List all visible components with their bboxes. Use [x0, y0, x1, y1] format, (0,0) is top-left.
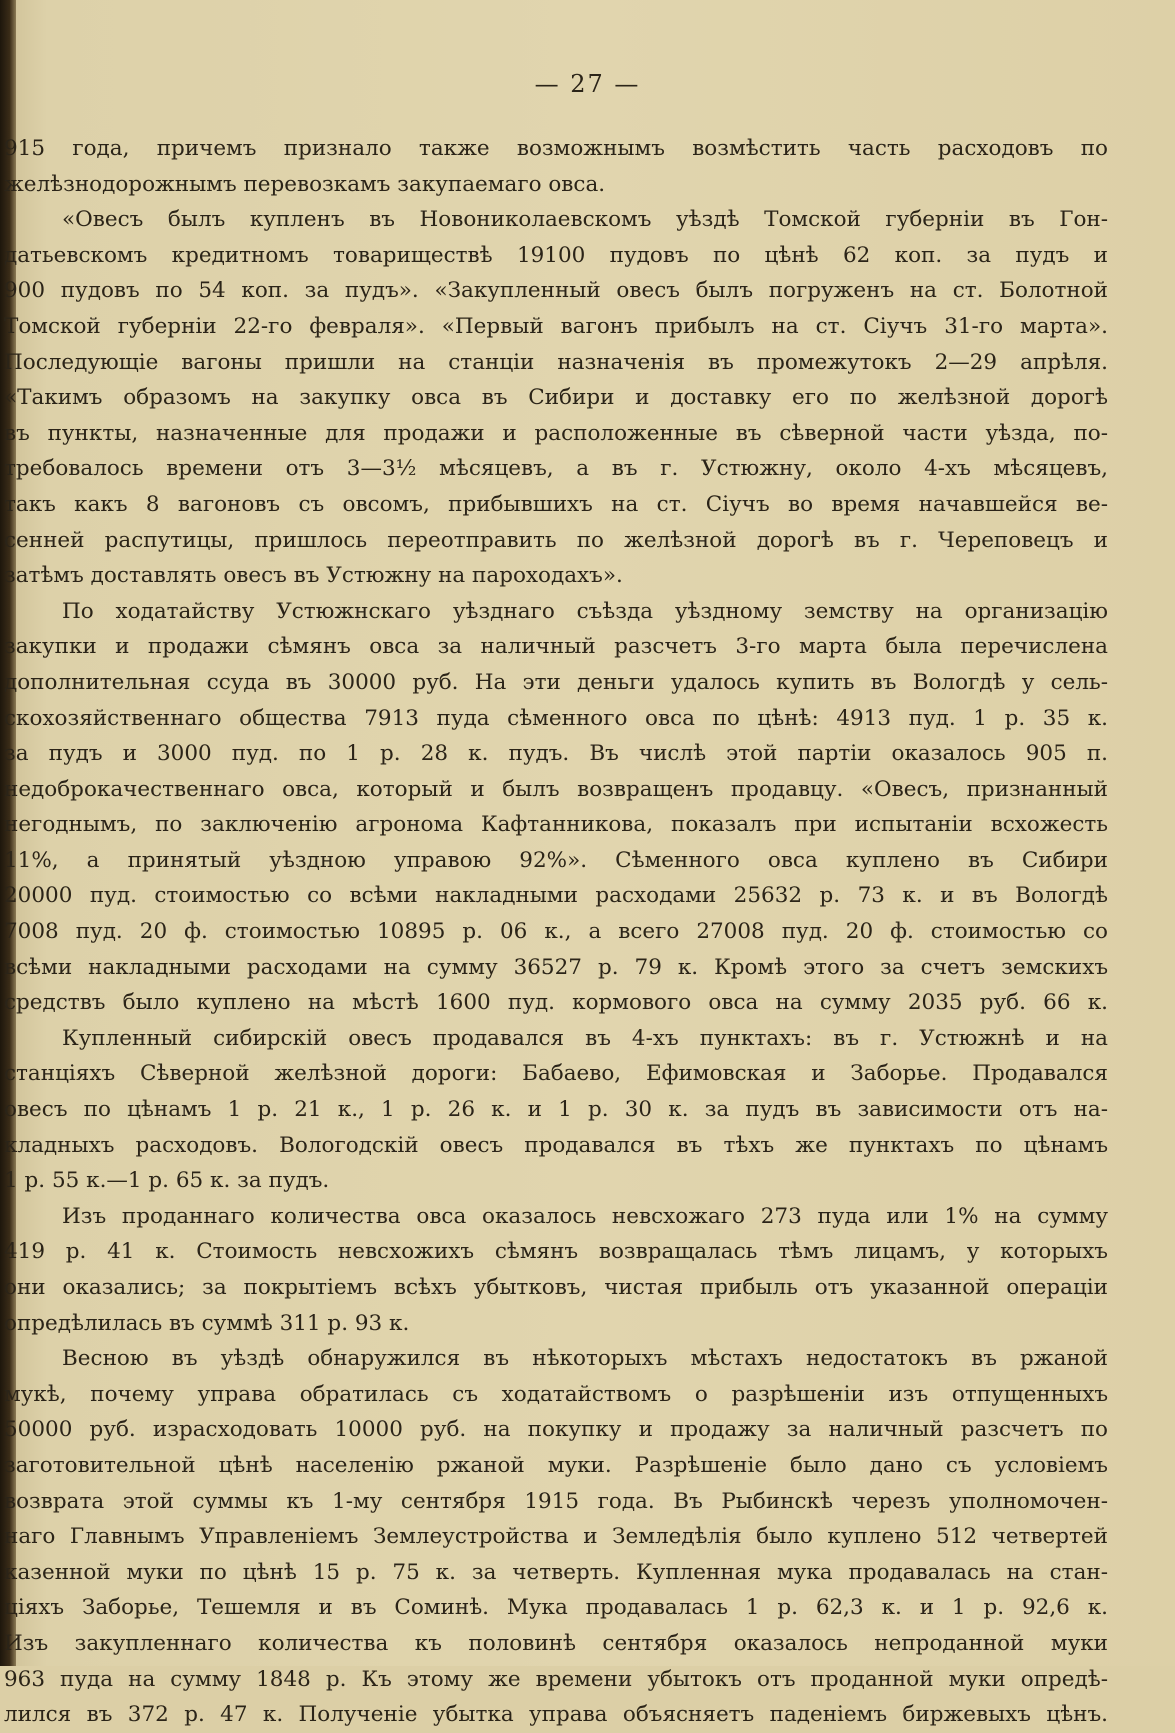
text-line: 50000 руб. израсходовать 10000 руб. на покупку и продажу за наличный разсчетъ по	[4, 1417, 1108, 1443]
text-line: ціяхъ Заборье, Тешемля и въ Соминѣ. Мука продавалась 1 р. 62,3 к. и 1 р. 92,6 к.	[4, 1595, 1108, 1621]
text-line: всѣми накладными расходами на сумму 36527 р. 79 к. Кромѣ этого за счетъ земскихъ	[4, 954, 1108, 980]
text-line: 20000 пуд. стоимостью со всѣми накладными расходами 25632 р. 73 к. и въ Вологдѣ	[4, 883, 1108, 909]
text-line: дополнительная ссуда въ 30000 руб. На эти деньги удалось купить въ Вологдѣ у сель-	[4, 669, 1108, 695]
text-line: По ходатайству Устюжнскаго уѣзднаго съѣзда уѣздному земству на организацію	[62, 598, 1108, 624]
text-line: станціяхъ Сѣверной желѣзной дороги: Бабаево, Ефимовская и Заборье. Продавался	[4, 1061, 1108, 1087]
text-line: средствъ было куплено на мѣстѣ 1600 пуд. кормового овса на сумму 2035 руб. 66 к.	[4, 990, 1108, 1016]
text-line: желѣзнодорожнымъ перевозкамъ закупаемаго овса.	[4, 171, 606, 197]
text-line: опредѣлилась въ суммѣ 311 р. 93 к.	[4, 1310, 410, 1336]
text-line: скохозяйственнаго общества 7913 пуда сѣменного овса по цѣнѣ: 4913 пуд. 1 р. 35 к.	[4, 705, 1108, 731]
text-line: казенной муки по цѣнѣ 15 р. 75 к. за четверть. Купленная мука продавалась на стан-	[4, 1559, 1108, 1585]
text-line: «Такимъ образомъ на закупку овса въ Сибири и доставку его по желѣзной дорогѣ	[4, 385, 1108, 411]
text-line: Весною въ уѣздѣ обнаружился въ нѣкоторыхъ мѣстахъ недостатокъ въ ржаной	[62, 1346, 1108, 1372]
text-line: въ пункты, назначенные для продажи и расположенные въ сѣверной части уѣзда, по-	[4, 420, 1108, 446]
text-line: 11%, а принятый уѣздною управою 92%». Сѣменного овса куплено въ Сибири	[4, 847, 1108, 873]
text-line: Томской губерніи 22-го февраля». «Первый вагонъ прибылъ на ст. Сіучъ 31-го марта».	[4, 313, 1108, 339]
text-line: такъ какъ 8 вагоновъ съ овсомъ, прибывшихъ на ст. Сіучъ во время начавшейся ве-	[4, 491, 1108, 517]
text-line: 7008 пуд. 20 ф. стоимостью 10895 р. 06 к., а всего 27008 пуд. 20 ф. стоимостью со	[4, 919, 1108, 945]
text-line: затѣмъ доставлять овесъ въ Устюжну на пароходахъ».	[4, 563, 623, 589]
text-line: датьевскомъ кредитномъ товариществѣ 19100 пудовъ по цѣнѣ 62 коп. за пудъ и	[4, 242, 1108, 268]
text-line: за пудъ и 3000 пуд. по 1 р. 28 к. пудъ. Въ числѣ этой партіи оказалось 905 п.	[4, 741, 1108, 767]
text-line: заготовительной цѣнѣ населенію ржаной муки. Разрѣшеніе было дано съ условіемъ	[4, 1452, 1108, 1478]
text-line: 900 пудовъ по 54 коп. за пудъ». «Закупленный овесъ былъ погруженъ на ст. Болотной	[4, 278, 1108, 304]
text-line: Последующіе вагоны пришли на станціи назначенія въ промежутокъ 2—29 апрѣля.	[4, 349, 1108, 375]
text-line: Изъ закупленнаго количества къ половинѣ сентября оказалось непроданной муки	[4, 1630, 1108, 1656]
text-line: 1 р. 55 к.—1 р. 65 к. за пудъ.	[4, 1168, 330, 1194]
text-line: овесъ по цѣнамъ 1 р. 21 к., 1 р. 26 к. и 1 р. 30 к. за пудъ въ зависимости отъ на-	[4, 1097, 1108, 1123]
text-line: сенней распутицы, пришлось переотправить по желѣзной дорогѣ въ г. Череповецъ и	[4, 527, 1108, 553]
text-line: 419 р. 41 к. Стоимость невсхожихъ сѣмянъ возвращалась тѣмъ лицамъ, у которыхъ	[4, 1239, 1108, 1265]
page-number: — 27 —	[534, 70, 641, 98]
text-line: негоднымъ, по заключенію агронома Кафтанникова, показалъ при испытаніи всхожесть	[4, 812, 1108, 838]
text-line: лился въ 372 р. 47 к. Полученіе убытка управа объясняетъ паденіемъ биржевыхъ цѣнъ.	[4, 1702, 1108, 1728]
text-line: кладныхъ расходовъ. Вологодскій овесъ продавался въ тѣхъ же пунктахъ по цѣнамъ	[4, 1132, 1108, 1158]
text-line: они оказались; за покрытіемъ всѣхъ убытковъ, чистая прибыль отъ указанной операціи	[4, 1275, 1108, 1300]
text-line: 963 пуда на сумму 1848 р. Къ этому же времени убытокъ отъ проданной муки опредѣ-	[4, 1666, 1108, 1692]
text-line: закупки и продажи сѣмянъ овса за наличный разсчетъ 3-го марта была перечислена	[4, 634, 1108, 660]
text-line: 915 года, причемъ признало также возможнымъ возмѣстить часть расходовъ по	[4, 136, 1108, 161]
text-line: Изъ проданнаго количества овса оказалось невсхожаго 273 пуда или 1% на сумму	[62, 1203, 1108, 1229]
text-line: мукѣ, почему управа обратилась съ ходатайствомъ о разрѣшеніи изъ отпущенныхъ	[4, 1381, 1108, 1407]
text-line: Купленный сибирскій овесъ продавался въ 4-хъ пунктахъ: въ г. Устюжнѣ и на	[62, 1025, 1108, 1051]
text-line: возврата этой суммы къ 1-му сентября 1915 года. Въ Рыбинскѣ черезъ уполномочен-	[4, 1488, 1108, 1514]
text-line: наго Главнымъ Управленіемъ Землеустройства и Земледѣлія было куплено 512 четвертей	[4, 1524, 1108, 1550]
text-line: требовалось времени отъ 3—3½ мѣсяцевъ, а въ г. Устюжну, около 4-хъ мѣсяцевъ,	[4, 456, 1108, 482]
body-text	[0, 131, 1108, 1733]
text-line: недоброкачественнаго овса, который и былъ возвращенъ продавцу. «Овесъ, признанный	[4, 776, 1108, 802]
text-line: «Овесъ былъ купленъ въ Новониколаевскомъ уѣздѣ Томской губерніи въ Гон-	[62, 207, 1108, 233]
